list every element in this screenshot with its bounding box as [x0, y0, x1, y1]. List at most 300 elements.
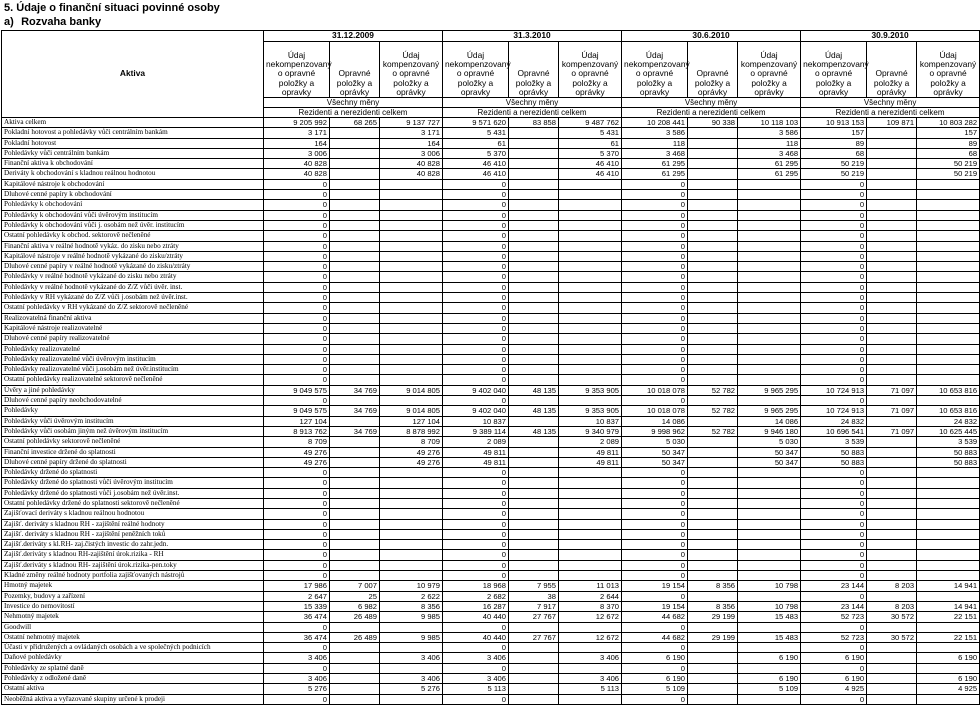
value-cell: 27 767	[509, 612, 559, 622]
value-cell: 8 709	[380, 437, 443, 447]
column-header: Opravné položky a oprávky	[867, 42, 917, 98]
value-cell: 8 356	[380, 601, 443, 611]
value-cell: 40 828	[264, 169, 330, 179]
value-cell	[509, 571, 559, 581]
value-cell: 6 190	[917, 674, 980, 684]
value-cell: 0	[801, 313, 867, 323]
value-cell	[559, 210, 622, 220]
value-cell: 0	[622, 396, 688, 406]
value-cell	[867, 694, 917, 704]
value-cell: 5 370	[443, 148, 509, 158]
row-label: Pokladní hotovost	[2, 138, 264, 148]
value-cell: 3 539	[917, 437, 980, 447]
value-cell	[917, 529, 980, 539]
column-header: Údaj nekompenzovaný o opravné položky a opravky	[622, 42, 688, 98]
table-row	[2, 488, 980, 498]
value-cell: 61	[559, 138, 622, 148]
date-header: 31.3.2010	[443, 31, 622, 42]
value-cell	[330, 241, 380, 251]
value-cell	[917, 313, 980, 323]
value-cell: 0	[622, 334, 688, 344]
value-cell	[867, 210, 917, 220]
row-label: Nehmotný majetek	[2, 612, 264, 622]
value-cell: 9 014 805	[380, 385, 443, 395]
value-cell: 89	[801, 138, 867, 148]
value-cell: 0	[801, 550, 867, 560]
value-cell: 5 276	[380, 684, 443, 694]
value-cell	[917, 282, 980, 292]
value-cell	[917, 220, 980, 230]
value-cell: 0	[443, 251, 509, 261]
row-label: Pohledávky vůči centrálním bankám	[2, 148, 264, 158]
value-cell	[688, 684, 738, 694]
value-cell	[559, 694, 622, 704]
row-label: Pokladní hotovost a pohledávky vůči centrálním bankám	[2, 128, 264, 138]
currency-label: Všechny měny	[264, 98, 443, 108]
currency-label: Všechny měny	[443, 98, 622, 108]
value-cell	[917, 210, 980, 220]
value-cell	[917, 488, 980, 498]
value-cell: 0	[443, 323, 509, 333]
value-cell	[559, 478, 622, 488]
value-cell	[509, 241, 559, 251]
value-cell: 49 811	[443, 447, 509, 457]
value-cell: 10 653 816	[917, 406, 980, 416]
value-cell: 6 190	[738, 653, 801, 663]
value-cell	[738, 509, 801, 519]
value-cell	[509, 200, 559, 210]
value-cell: 0	[801, 303, 867, 313]
table-row	[2, 416, 980, 426]
value-cell: 49 811	[559, 447, 622, 457]
value-cell	[330, 220, 380, 230]
value-cell: 0	[264, 210, 330, 220]
value-cell	[509, 128, 559, 138]
value-cell: 18 968	[443, 581, 509, 591]
table-row	[2, 251, 980, 261]
value-cell	[917, 591, 980, 601]
section-heading	[4, 2, 220, 14]
value-cell	[738, 231, 801, 241]
value-cell	[559, 354, 622, 364]
value-cell: 0	[622, 200, 688, 210]
value-cell: 0	[264, 519, 330, 529]
value-cell: 0	[443, 498, 509, 508]
value-cell: 0	[443, 560, 509, 570]
value-cell: 3 006	[380, 148, 443, 158]
row-label: Pohledávky vůči úvěrovým institucím	[2, 416, 264, 426]
value-cell	[738, 293, 801, 303]
value-cell	[330, 416, 380, 426]
value-cell: 0	[264, 560, 330, 570]
value-cell: 0	[443, 220, 509, 230]
row-label: Finanční aktiva v reálné hodnotě vykáz. do zisku nebo ztráty	[2, 241, 264, 251]
value-cell: 29 199	[688, 632, 738, 642]
table-row	[2, 334, 980, 344]
table-row	[2, 632, 980, 642]
table-row	[2, 601, 980, 611]
row-label: Zajišť. deriváty s kladnou RH - zajištění reálné hodnoty	[2, 519, 264, 529]
value-cell	[509, 375, 559, 385]
value-cell: 22 151	[917, 632, 980, 642]
table-row	[2, 560, 980, 570]
row-label: Ostatní pohledávky k obchod. sektorově nečleněné	[2, 231, 264, 241]
row-label: Pozemky, budovy a zařízení	[2, 591, 264, 601]
value-cell: 10 724 913	[801, 406, 867, 416]
value-cell: 5 113	[559, 684, 622, 694]
value-cell: 0	[801, 344, 867, 354]
table-row	[2, 622, 980, 632]
value-cell: 49 811	[443, 457, 509, 467]
value-cell: 40 828	[380, 169, 443, 179]
value-cell	[330, 179, 380, 189]
value-cell: 3 406	[380, 653, 443, 663]
value-cell: 0	[264, 694, 330, 704]
table-row	[2, 241, 980, 251]
value-cell	[509, 622, 559, 632]
column-header: Opravné položky a oprávky	[509, 42, 559, 98]
row-label: Pohledávky držené do splatnosti	[2, 468, 264, 478]
table-row	[2, 612, 980, 622]
row-label: Pohledávky realizovatelné	[2, 344, 264, 354]
table-row	[2, 231, 980, 241]
value-cell	[738, 468, 801, 478]
row-label: Daňové pohledávky	[2, 653, 264, 663]
value-cell	[867, 560, 917, 570]
table-row	[2, 447, 980, 457]
row-label: Pohledávky z odložené daně	[2, 674, 264, 684]
value-cell: 0	[443, 540, 509, 550]
value-cell: 6 190	[622, 653, 688, 663]
value-cell: 0	[801, 354, 867, 364]
value-cell	[738, 488, 801, 498]
value-cell	[688, 550, 738, 560]
value-cell: 52 723	[801, 632, 867, 642]
value-cell: 50 347	[738, 457, 801, 467]
section-number: 5.	[4, 2, 14, 14]
value-cell	[738, 323, 801, 333]
value-cell: 7 007	[330, 581, 380, 591]
table-row	[2, 128, 980, 138]
table-row	[2, 118, 980, 128]
value-cell: 0	[622, 643, 688, 653]
value-cell	[330, 560, 380, 570]
value-cell: 9 571 620	[443, 118, 509, 128]
value-cell: 6 190	[622, 674, 688, 684]
value-cell: 22 151	[917, 612, 980, 622]
value-cell	[688, 241, 738, 251]
value-cell	[509, 550, 559, 560]
value-cell	[509, 653, 559, 663]
value-cell: 0	[443, 365, 509, 375]
value-cell	[688, 488, 738, 498]
value-cell: 40 440	[443, 632, 509, 642]
value-cell: 6 190	[801, 653, 867, 663]
value-cell: 29 199	[688, 612, 738, 622]
value-cell: 9 353 905	[559, 406, 622, 416]
value-cell: 9 965 295	[738, 406, 801, 416]
value-cell	[509, 478, 559, 488]
value-cell	[330, 344, 380, 354]
value-cell: 8 356	[688, 581, 738, 591]
value-cell	[867, 251, 917, 261]
value-cell	[867, 282, 917, 292]
value-cell: 14 941	[917, 601, 980, 611]
value-cell: 5 109	[622, 684, 688, 694]
value-cell	[688, 282, 738, 292]
column-header: Údaj kompenzovaný o opravné položky a oprávky	[380, 42, 443, 98]
value-cell	[738, 529, 801, 539]
value-cell	[738, 241, 801, 251]
value-cell: 0	[801, 478, 867, 488]
value-cell	[738, 375, 801, 385]
value-cell	[559, 498, 622, 508]
value-cell	[738, 262, 801, 272]
value-cell	[688, 457, 738, 467]
row-label: Goodwill	[2, 622, 264, 632]
value-cell: 0	[801, 190, 867, 200]
value-cell: 9 340 979	[559, 426, 622, 436]
value-cell	[917, 560, 980, 570]
value-cell: 6 190	[738, 674, 801, 684]
value-cell	[509, 396, 559, 406]
value-cell: 0	[443, 478, 509, 488]
value-cell: 49 811	[559, 457, 622, 467]
value-cell	[509, 262, 559, 272]
value-cell: 0	[801, 540, 867, 550]
value-cell: 34 769	[330, 385, 380, 395]
value-cell	[917, 519, 980, 529]
value-cell	[867, 571, 917, 581]
value-cell: 8 203	[867, 601, 917, 611]
value-cell: 44 682	[622, 632, 688, 642]
value-cell: 9 402 040	[443, 406, 509, 416]
value-cell	[509, 293, 559, 303]
value-cell: 2 682	[443, 591, 509, 601]
value-cell: 0	[622, 293, 688, 303]
table-row	[2, 169, 980, 179]
value-cell: 0	[443, 375, 509, 385]
value-cell: 0	[264, 293, 330, 303]
value-cell	[738, 313, 801, 323]
value-cell: 3 468	[738, 148, 801, 158]
value-cell: 2 647	[264, 591, 330, 601]
value-cell	[380, 231, 443, 241]
value-cell: 0	[801, 241, 867, 251]
value-cell	[867, 138, 917, 148]
value-cell	[559, 293, 622, 303]
value-cell	[380, 529, 443, 539]
balance-sheet-table	[1, 30, 980, 705]
value-cell	[380, 179, 443, 189]
value-cell	[688, 437, 738, 447]
row-label: Realizovatelná finanční aktiva	[2, 313, 264, 323]
value-cell	[380, 200, 443, 210]
value-cell: 10 798	[738, 601, 801, 611]
table-row	[2, 375, 980, 385]
value-cell: 5 109	[738, 684, 801, 694]
row-label: Ostatní pohledávky v RH vykázané do Z/Z sektorově nečleněné	[2, 303, 264, 313]
value-cell	[380, 293, 443, 303]
table-row	[2, 365, 980, 375]
value-cell	[330, 529, 380, 539]
value-cell	[867, 354, 917, 364]
value-cell	[688, 344, 738, 354]
value-cell: 0	[264, 231, 330, 241]
value-cell: 2 622	[380, 591, 443, 601]
value-cell	[688, 354, 738, 364]
value-cell	[509, 488, 559, 498]
value-cell: 0	[443, 282, 509, 292]
value-cell: 0	[264, 488, 330, 498]
value-cell: 9 049 575	[264, 406, 330, 416]
row-label: Pohledávky v RH vykázané do Z/Z vůči j.osobám než úvěr.inst.	[2, 293, 264, 303]
value-cell: 3 468	[622, 148, 688, 158]
value-cell: 0	[264, 354, 330, 364]
row-label: Pohledávky realizovatelné vůči úvěrovým institucím	[2, 354, 264, 364]
value-cell: 0	[264, 643, 330, 653]
value-cell	[559, 396, 622, 406]
value-cell	[738, 179, 801, 189]
value-cell	[917, 231, 980, 241]
value-cell: 0	[264, 313, 330, 323]
value-cell: 0	[264, 478, 330, 488]
value-cell: 15 483	[738, 612, 801, 622]
value-cell: 109 871	[867, 118, 917, 128]
value-cell	[738, 220, 801, 230]
value-cell	[688, 179, 738, 189]
value-cell: 0	[622, 282, 688, 292]
value-cell	[867, 591, 917, 601]
value-cell	[867, 272, 917, 282]
value-cell	[330, 653, 380, 663]
value-cell	[330, 663, 380, 673]
table-row	[2, 478, 980, 488]
row-label: Ostatní pohledávky realizovatelné sektorově nečleněné	[2, 375, 264, 385]
value-cell	[509, 560, 559, 570]
value-cell: 0	[443, 334, 509, 344]
value-cell: 2 089	[559, 437, 622, 447]
row-label: Pohledávky držené do splatnosti vůči úvěrovým institucím	[2, 478, 264, 488]
value-cell	[738, 396, 801, 406]
value-cell: 5 030	[622, 437, 688, 447]
value-cell: 26 489	[330, 612, 380, 622]
value-cell: 0	[801, 220, 867, 230]
value-cell	[380, 478, 443, 488]
value-cell	[917, 272, 980, 282]
value-cell	[559, 622, 622, 632]
value-cell: 10 018 078	[622, 406, 688, 416]
value-cell	[917, 303, 980, 313]
value-cell	[867, 128, 917, 138]
value-cell: 0	[443, 550, 509, 560]
column-header: Údaj kompenzovaný o opravné položky a oprávky	[917, 42, 980, 98]
value-cell	[330, 488, 380, 498]
column-header: Údaj kompenzovaný o opravné položky a oprávky	[738, 42, 801, 98]
date-header: 30.6.2010	[622, 31, 801, 42]
value-cell: 3 406	[443, 674, 509, 684]
value-cell: 9 389 114	[443, 426, 509, 436]
value-cell	[867, 190, 917, 200]
value-cell: 0	[264, 663, 330, 673]
value-cell	[509, 498, 559, 508]
currency-label: Všechny měny	[801, 98, 980, 108]
value-cell	[688, 169, 738, 179]
value-cell	[867, 200, 917, 210]
value-cell: 46 410	[559, 169, 622, 179]
value-cell: 50 883	[917, 457, 980, 467]
value-cell	[917, 293, 980, 303]
table-row	[2, 344, 980, 354]
value-cell: 26 489	[330, 632, 380, 642]
value-cell: 71 097	[867, 385, 917, 395]
value-cell	[688, 375, 738, 385]
value-cell	[688, 128, 738, 138]
value-cell: 0	[443, 519, 509, 529]
value-cell: 0	[622, 509, 688, 519]
value-cell	[917, 251, 980, 261]
value-cell: 0	[622, 560, 688, 570]
row-label: Zajišť. deriváty s kladnou RH - zajištění peněžních toků	[2, 529, 264, 539]
value-cell	[738, 694, 801, 704]
value-cell	[867, 159, 917, 169]
value-cell	[917, 643, 980, 653]
value-cell: 0	[264, 365, 330, 375]
row-label: Kapitálové nástroje realizovatelné	[2, 323, 264, 333]
value-cell	[917, 375, 980, 385]
value-cell: 0	[622, 210, 688, 220]
value-cell	[917, 550, 980, 560]
value-cell	[867, 179, 917, 189]
value-cell: 0	[443, 622, 509, 632]
value-cell: 10 625 445	[917, 426, 980, 436]
value-cell: 0	[264, 220, 330, 230]
value-cell: 6 190	[917, 653, 980, 663]
value-cell: 0	[264, 344, 330, 354]
value-cell: 0	[622, 550, 688, 560]
value-cell: 4 925	[801, 684, 867, 694]
value-cell	[380, 468, 443, 478]
value-cell: 9 998 962	[622, 426, 688, 436]
value-cell	[688, 663, 738, 673]
value-cell: 0	[622, 313, 688, 323]
value-cell: 52 723	[801, 612, 867, 622]
value-cell: 127 104	[380, 416, 443, 426]
subsection-letter: a)	[4, 16, 14, 28]
value-cell: 40 828	[380, 159, 443, 169]
value-cell: 0	[264, 375, 330, 385]
value-cell	[738, 540, 801, 550]
value-cell	[688, 468, 738, 478]
value-cell	[688, 220, 738, 230]
value-cell: 0	[264, 540, 330, 550]
value-cell: 7 955	[509, 581, 559, 591]
value-cell: 50 883	[801, 447, 867, 457]
value-cell: 17 986	[264, 581, 330, 591]
value-cell: 0	[622, 571, 688, 581]
value-cell	[688, 303, 738, 313]
value-cell: 0	[264, 509, 330, 519]
value-cell: 0	[264, 622, 330, 632]
value-cell	[330, 447, 380, 457]
value-cell	[380, 323, 443, 333]
value-cell: 50 219	[801, 159, 867, 169]
value-cell	[330, 169, 380, 179]
value-cell	[688, 447, 738, 457]
table-row	[2, 509, 980, 519]
value-cell: 0	[443, 509, 509, 519]
value-cell: 0	[622, 344, 688, 354]
